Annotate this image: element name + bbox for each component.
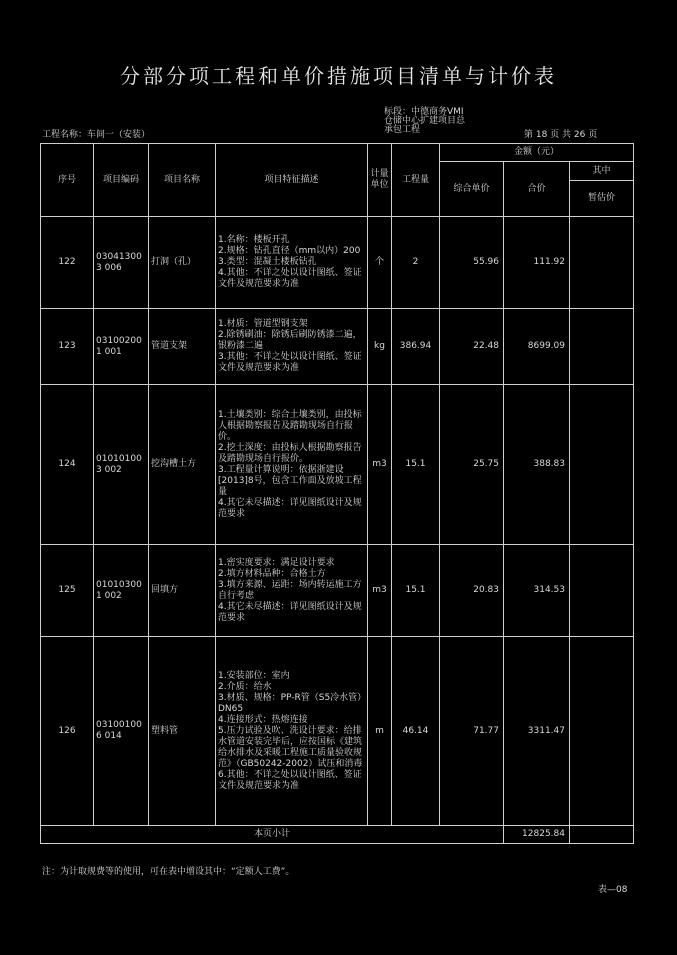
row-provisional — [570, 637, 634, 826]
col-total: 合价 — [504, 162, 570, 217]
row-provisional — [570, 385, 634, 545]
row-unit: kg — [368, 309, 392, 385]
row-seq: 124 — [41, 385, 94, 545]
project-name-label: 工程名称：车间一（安装） — [42, 130, 151, 140]
section-line-2: 仓储中心扩建项目总 — [384, 116, 466, 126]
section-line-1: 标段：中德商务VMI — [384, 107, 464, 117]
row-total: 111.92 — [504, 217, 570, 309]
subtotal-row — [41, 826, 634, 844]
row-unit: m3 — [368, 385, 392, 545]
col-qty: 工程量 — [392, 144, 440, 217]
col-name: 项目名称 — [149, 144, 216, 217]
row-total: 3311.47 — [504, 637, 570, 826]
section-line-3: 承包工程 — [384, 125, 421, 135]
row-unit-price: 55.96 — [440, 217, 504, 309]
row-desc: 1.材质：管道型钢支架 2.除锈刷油：除锈后刷防锈漆二遍，银粉漆二遍 3.其他：不详之处以设计图纸、签证文件及规范要求为准 — [216, 309, 368, 385]
row-qty: 15.1 — [392, 545, 440, 637]
row-name: 挖沟槽土方 — [149, 385, 216, 545]
table-row — [41, 545, 634, 637]
row-unit: 个 — [368, 217, 392, 309]
row-total: 388.83 — [504, 385, 570, 545]
row-seq: 125 — [41, 545, 94, 637]
row-code: 030413003 006 — [94, 217, 149, 309]
subtotal-label: 本页小计 — [41, 826, 504, 844]
col-unit-price: 综合单价 — [440, 162, 504, 217]
row-desc: 1.土壤类别：综合土壤类别，由投标人根据勘察报告及踏勘现场自行报价。 2.挖土深度：由投标人根据勘察报告及踏勘现场自行报价。 3.工程量计算说明：依据浙建设[2013]8号，包含工作面及放坡工程量 4.其它未尽描述：详见图纸设计及规范要求 — [216, 385, 368, 545]
row-desc: 1.安装部位：室内 2.介质：给水 3.材质、规格：PP-R管（S5冷水管）DN65 4.连接形式：热熔连接 5.压力试验及吹、洗设计要求：给排水管道安装完毕后，应按国标《建筑给水排水及采暖工程施工质量验收规范》（GB50242-2002）试压和消毒 6.其他：不详之处以设计图纸、签证文件及规范要求为准 — [216, 637, 368, 826]
row-provisional — [570, 545, 634, 637]
row-qty: 15.1 — [392, 385, 440, 545]
row-unit-price: 71.77 — [440, 637, 504, 826]
col-seq: 序号 — [41, 144, 94, 217]
table-row — [41, 309, 634, 385]
table-row — [41, 217, 634, 309]
row-name: 打洞（孔） — [149, 217, 216, 309]
row-provisional — [570, 217, 634, 309]
page-title: 分部分项工程和单价措施项目清单与计价表 — [120, 64, 557, 88]
row-total: 314.53 — [504, 545, 570, 637]
section-label — [384, 108, 465, 135]
col-unit: 计量单位 — [368, 144, 392, 217]
row-desc: 1.密实度要求：满足设计要求 2.填方材料品种：合格土方 3.填方来源、运距：场内转运施工方自行考虑 4.其它未尽描述：详见图纸设计及规范要求 — [216, 545, 368, 637]
row-unit: m — [368, 637, 392, 826]
row-code: 031001006 014 — [94, 637, 149, 826]
row-provisional — [570, 309, 634, 385]
row-unit-price: 20.83 — [440, 545, 504, 637]
row-desc: 1.名称：楼板开孔 2.规格：钻孔直径（mm以内）200 3.类型：混凝土楼板钻孔 4.其他：不详之处以设计图纸、签证文件及规范要求为准 — [216, 217, 368, 309]
col-amount-group: 金额（元） — [440, 144, 634, 162]
row-qty: 386.94 — [392, 309, 440, 385]
row-unit-price: 25.75 — [440, 385, 504, 545]
subtotal-total: 12825.84 — [504, 826, 570, 844]
row-code: 031002001 001 — [94, 309, 149, 385]
col-of-which: 其中 — [570, 162, 634, 181]
table-row — [41, 637, 634, 826]
row-name: 管道支架 — [149, 309, 216, 385]
row-qty: 46.14 — [392, 637, 440, 826]
col-desc: 项目特征描述 — [216, 144, 368, 217]
row-unit: m3 — [368, 545, 392, 637]
row-code: 010103001 002 — [94, 545, 149, 637]
page-code: 表—08 — [598, 885, 628, 895]
table-row — [41, 385, 634, 545]
row-seq: 126 — [41, 637, 94, 826]
row-seq: 122 — [41, 217, 94, 309]
row-name: 回填方 — [149, 545, 216, 637]
col-code: 项目编码 — [94, 144, 149, 217]
pricing-table — [40, 143, 634, 844]
row-qty: 2 — [392, 217, 440, 309]
row-total: 8699.09 — [504, 309, 570, 385]
row-unit-price: 22.48 — [440, 309, 504, 385]
subtotal-provisional — [570, 826, 634, 844]
row-name: 塑料管 — [149, 637, 216, 826]
col-provisional: 暂估价 — [570, 181, 634, 217]
row-code: 010101003 002 — [94, 385, 149, 545]
footnote: 注：为计取规费等的使用，可在表中增设其中：“定额人工费”。 — [42, 867, 295, 877]
page-info: 第 18 页 共 26 页 — [524, 130, 598, 140]
row-seq: 123 — [41, 309, 94, 385]
